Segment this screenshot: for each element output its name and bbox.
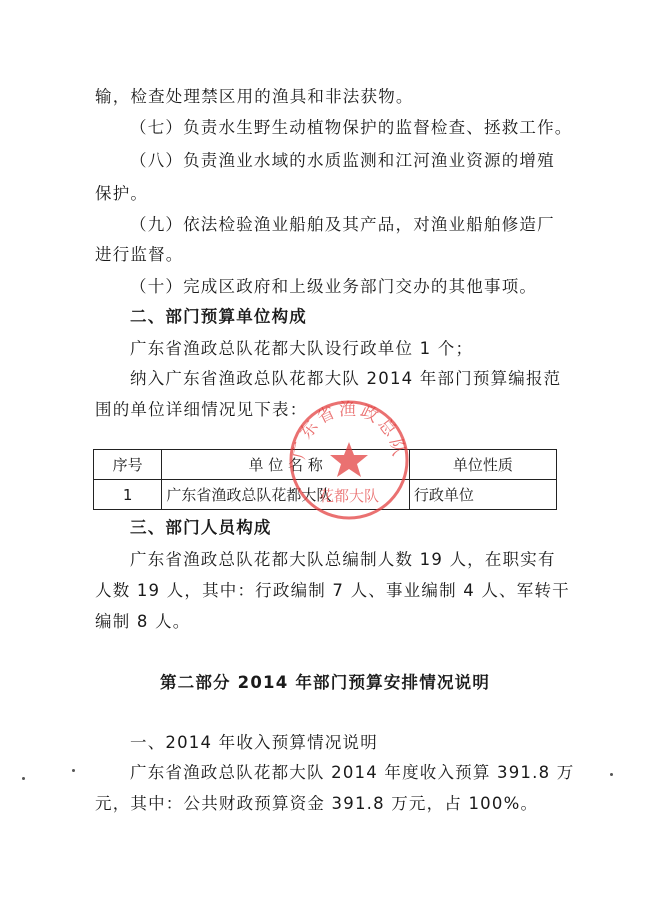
part-title: 第二部分 2014 年部门预算安排情况说明 (159, 673, 491, 692)
subsection-heading: 一、2014 年收入预算情况说明 (130, 733, 378, 752)
header-cell: 序号 (94, 450, 162, 480)
text-line: （八）负责渔业水域的水质监测和江河渔业资源的增殖 (130, 151, 555, 170)
scan-speck (22, 777, 25, 780)
header-cell: 单位性质 (409, 450, 556, 480)
text-line: 元，其中：公共财政预算资金 391.8 万元，占 100%。 (95, 794, 539, 813)
official-seal (287, 398, 411, 522)
text-line: 纳入广东省渔政总队花都大队 2014 年部门预算编报范 (130, 369, 562, 388)
table-cell: 行政单位 (409, 480, 556, 510)
text-line: 围的单位详细情况见下表： (95, 400, 308, 419)
table-cell: 广东省渔政总队花都大队 (162, 480, 410, 510)
text-line: 进行监督。 (95, 245, 184, 264)
scan-speck (72, 769, 75, 772)
text-line: 广东省渔政总队花都大队总编制人数 19 人，在职实有 (130, 550, 556, 569)
text-line: （十）完成区政府和上级业务部门交办的其他事项。 (130, 277, 538, 296)
text-line: 人数 19 人，其中：行政编制 7 人、事业编制 4 人、军转干 (95, 581, 570, 600)
seal-star-icon (330, 442, 368, 477)
header-cell: 单 位 名 称 (162, 450, 410, 480)
section-heading: 三、部门人员构成 (130, 518, 272, 537)
table-cell: 1 (94, 480, 162, 510)
text-line: 广东省渔政总队花都大队 2014 年度收入预算 391.8 万 (130, 763, 575, 782)
text-line: 广东省渔政总队花都大队设行政单位 1 个； (130, 339, 474, 358)
seal-bottom-text: 花都大队 (318, 487, 380, 505)
scan-speck (610, 773, 613, 776)
text-line: 保护。 (95, 184, 149, 203)
section-heading: 二、部门预算单位构成 (130, 307, 307, 326)
text-line: （九）依法检验渔业船舶及其产品，对渔业船舶修造厂 (130, 215, 555, 234)
text-line: 输，检查处理禁区用的渔具和非法获物。 (95, 87, 414, 106)
text-line: （七）负责水生野生动植物保护的监督检查、拯救工作。 (130, 118, 573, 137)
seal-arc-text: 广东省渔政总队 (289, 399, 409, 461)
text-line: 编制 8 人。 (95, 612, 191, 631)
